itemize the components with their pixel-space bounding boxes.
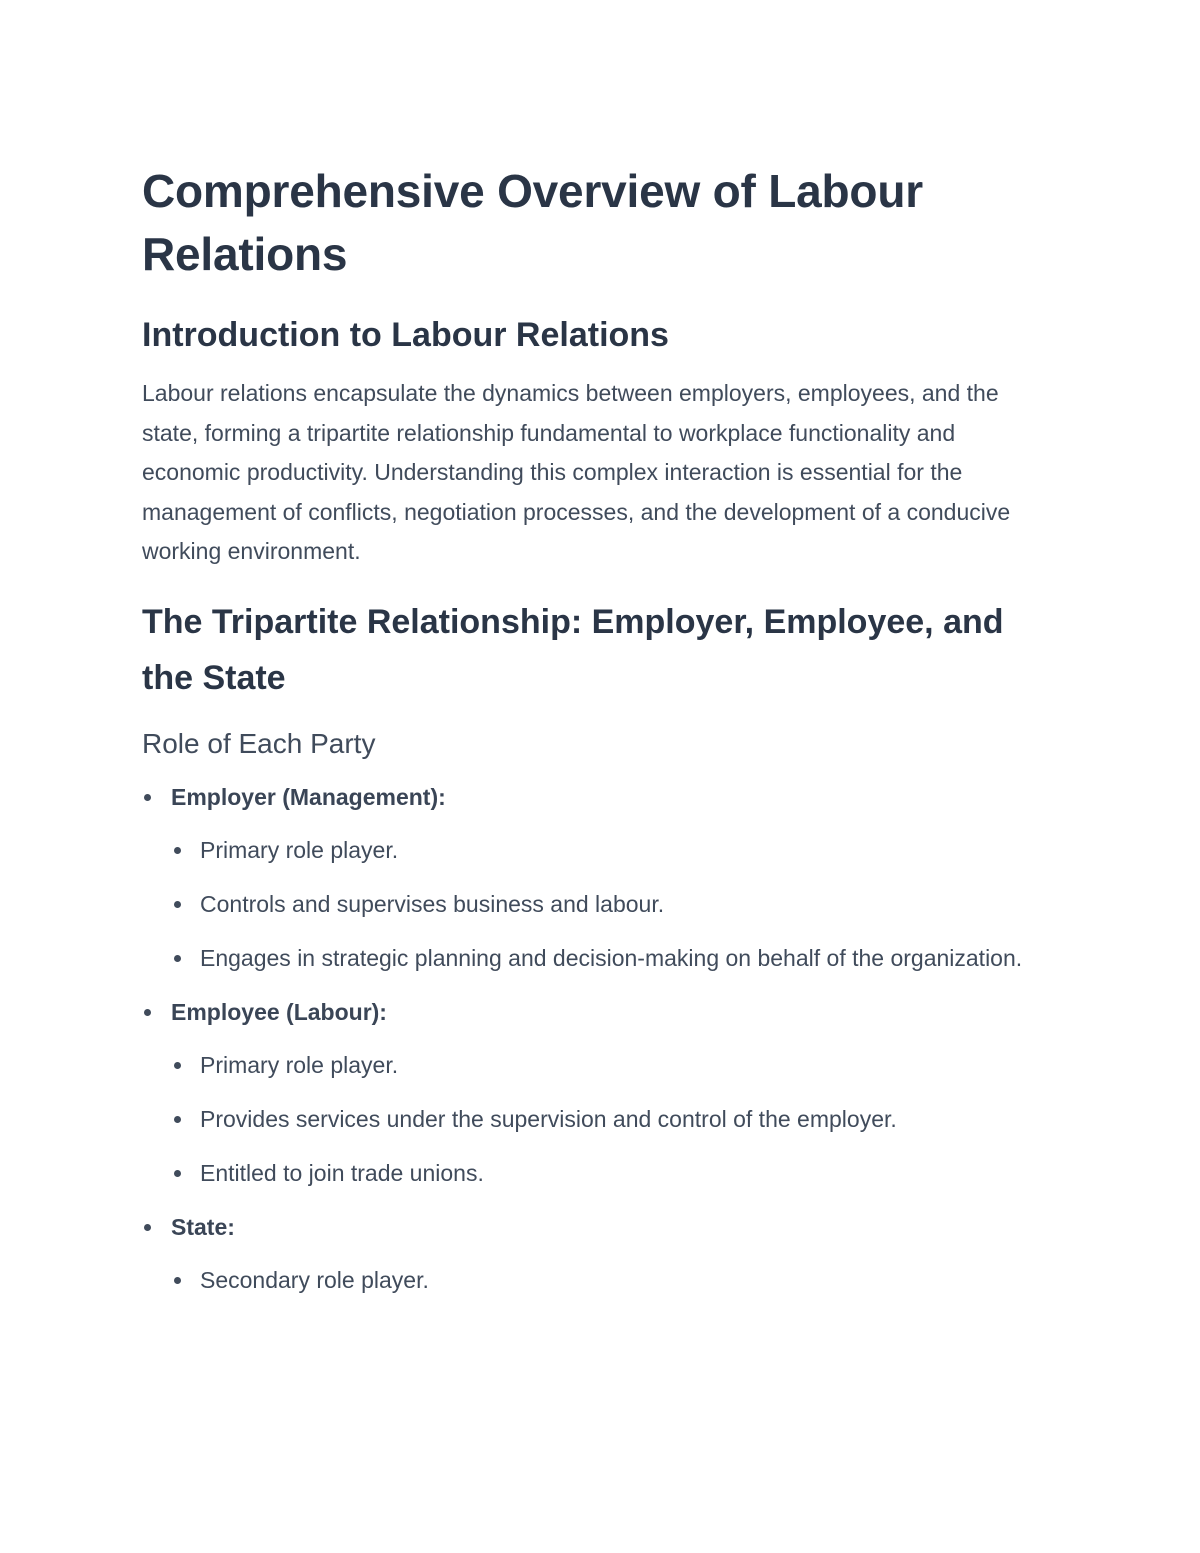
point-text: Entitled to join trade unions. [200, 1159, 484, 1186]
intro-heading: Introduction to Labour Relations [142, 316, 669, 354]
point-text: Engages in strategic planning and decision-making on behalf of the organization. [200, 944, 1023, 971]
role-subheading: Role of Each Party [142, 727, 376, 759]
party-name: Employer (Management): [171, 783, 446, 810]
list-item [171, 831, 1062, 870]
bullet-icon [174, 1277, 181, 1284]
party-points [171, 1046, 1062, 1193]
list-item [171, 1261, 1062, 1300]
bullet-icon [174, 847, 181, 854]
document-title: Comprehensive Overview of Labour Relations [142, 165, 923, 280]
list-item [171, 885, 1062, 924]
party-name: Employee (Labour): [171, 998, 387, 1025]
point-text: Provides services under the supervision and control of the employer. [200, 1105, 897, 1132]
party-points [171, 1261, 1062, 1300]
bullet-icon [144, 1009, 151, 1016]
party-name: State: [171, 1213, 235, 1240]
parties-list [142, 778, 1062, 1300]
point-text: Controls and supervises business and labour. [200, 890, 665, 917]
point-text: Secondary role player. [200, 1266, 429, 1293]
party-points [171, 831, 1062, 978]
list-item [171, 939, 1062, 978]
bullet-icon [144, 794, 151, 801]
tripartite-heading: The Tripartite Relationship: Employer, Employee, and the State [142, 602, 1004, 697]
intro-paragraph: Labour relations encapsulate the dynamics between employers, employees, and the state, forming a tripartite relationship fundamental to workplace functionality and economic productivity. Understanding this complex interaction is essential for the management of conflicts, negotiation processes, and the development of a conducive working environment. [142, 380, 1011, 565]
list-item [171, 1154, 1062, 1193]
list-item [171, 1100, 1062, 1139]
bullet-icon [174, 1170, 181, 1177]
party-item-employer [142, 778, 1062, 978]
bullet-icon [174, 1062, 181, 1069]
bullet-icon [144, 1224, 151, 1231]
bullet-icon [174, 1116, 181, 1123]
bullet-icon [174, 901, 181, 908]
list-item [171, 1046, 1062, 1085]
party-item-state [142, 1208, 1062, 1300]
party-item-employee [142, 993, 1062, 1193]
document-page [142, 160, 1062, 1315]
bullet-icon [174, 955, 181, 962]
point-text: Primary role player. [200, 1051, 399, 1078]
point-text: Primary role player. [200, 836, 399, 863]
